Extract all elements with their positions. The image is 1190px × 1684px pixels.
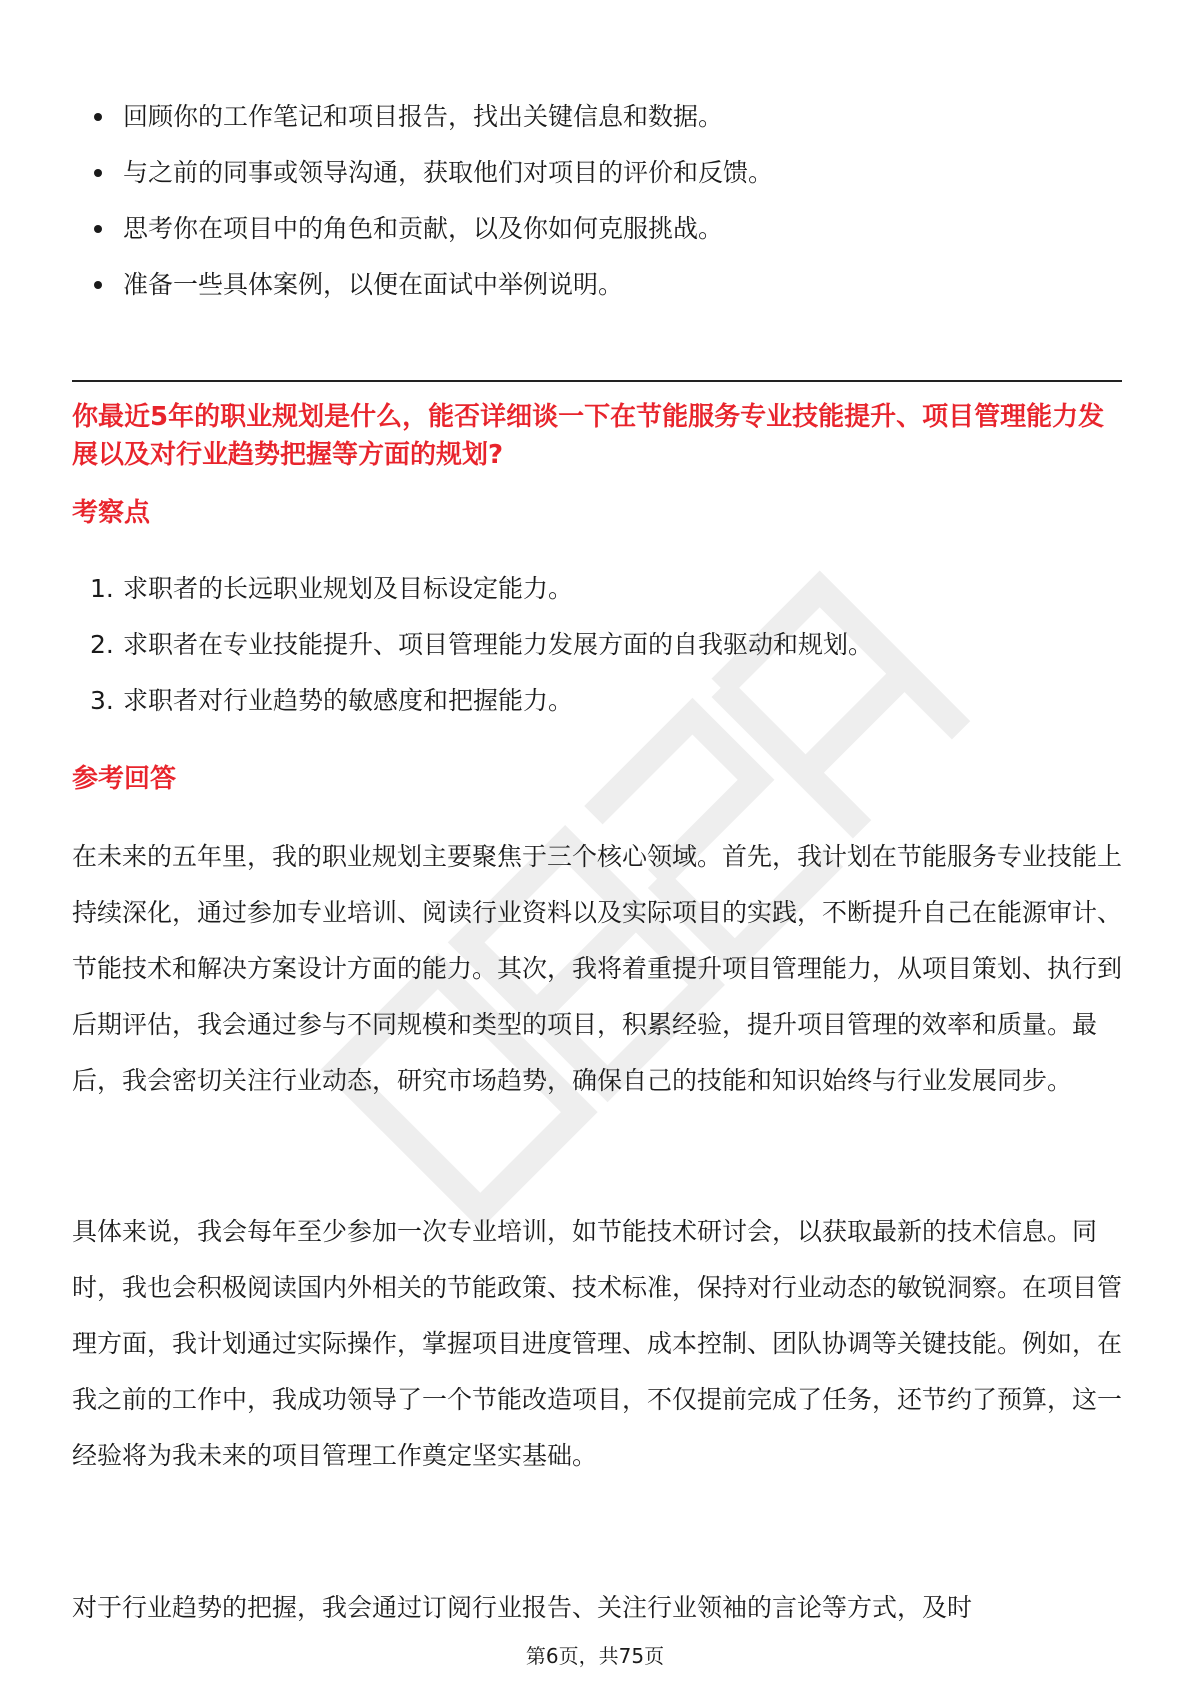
page-number-footer: 第6页，共75页: [525, 1644, 665, 1668]
list-item: [90, 626, 1120, 663]
answer-paragraph: 具体来说，我会每年至少参加一次专业培训，如节能技术研讨会，以获取最新的技术信息。同时，我也会积极阅读国内外相关的节能政策、技术标准，保持对行业动态的敏锐洞察。在项目管理方面，我计划通过实际操作，掌握项目进度管理、成本控制、团队协调等关键技能。例如，在我之前的工作中，我成功领导了一个节能改造项目，不仅提前完成了任务，还节约了预算，这一经验将为我未来的项目管理工作奠定坚实基础。: [72, 1217, 1123, 1470]
assessment-points-list: [90, 570, 1120, 738]
bullet-icon: [94, 281, 102, 289]
bullet-icon: [94, 169, 102, 177]
list-item: [90, 682, 1120, 719]
list-item: [90, 154, 1120, 191]
item-text: 求职者的长远职业规划及目标设定能力。: [123, 574, 574, 603]
bullet-text: 与之前的同事或领导沟通，获取他们对项目的评价和反馈。: [123, 158, 774, 187]
list-item: [90, 570, 1120, 607]
bullet-icon: [94, 225, 102, 233]
answer-paragraph: 在未来的五年里，我的职业规划主要聚焦于三个核心领域。首先，我计划在节能服务专业技能上持续深化，通过参加专业培训、阅读行业资料以及实际项目的实践，不断提升自己在能源审计、节能技术和解决方案设计方面的能力。其次，我将着重提升项目管理能力，从项目策划、执行到后期评估，我会通过参与不同规模和类型的项目，积累经验，提升项目管理的效率和质量。最后，我会密切关注行业动态，研究市场趋势，确保自己的技能和知识始终与行业发展同步。: [72, 842, 1123, 1095]
section-divider: [72, 380, 1122, 382]
list-item: [90, 98, 1120, 135]
bullet-text: 准备一些具体案例，以便在面试中举例说明。: [123, 270, 624, 299]
item-text: 求职者在专业技能提升、项目管理能力发展方面的自我驱动和规划。: [123, 630, 874, 659]
bullet-text: 思考你在项目中的角色和贡献，以及你如何克服挑战。: [123, 214, 724, 243]
list-item: [90, 266, 1120, 303]
list-item: [90, 210, 1120, 247]
item-number: 1.: [90, 574, 114, 603]
answer-paragraph: 对于行业趋势的把握，我会通过订阅行业报告、关注行业领袖的言论等方式，及时: [72, 1593, 973, 1622]
section-title-reference-answer: 参考回答: [72, 764, 177, 794]
item-number: 2.: [90, 630, 114, 659]
bullet-list: [90, 98, 1120, 322]
item-text: 求职者对行业趋势的敏感度和把握能力。: [123, 686, 574, 715]
bullet-text: 回顾你的工作笔记和项目报告，找出关键信息和数据。: [123, 102, 724, 131]
section-title-assessment: 考察点: [72, 498, 151, 528]
question-heading: 你最近5年的职业规划是什么，能否详细谈一下在节能服务专业技能提升、项目管理能力发展以及对行业趋势把握等方面的规划?: [72, 402, 1105, 470]
bullet-icon: [94, 113, 102, 121]
item-number: 3.: [90, 686, 114, 715]
